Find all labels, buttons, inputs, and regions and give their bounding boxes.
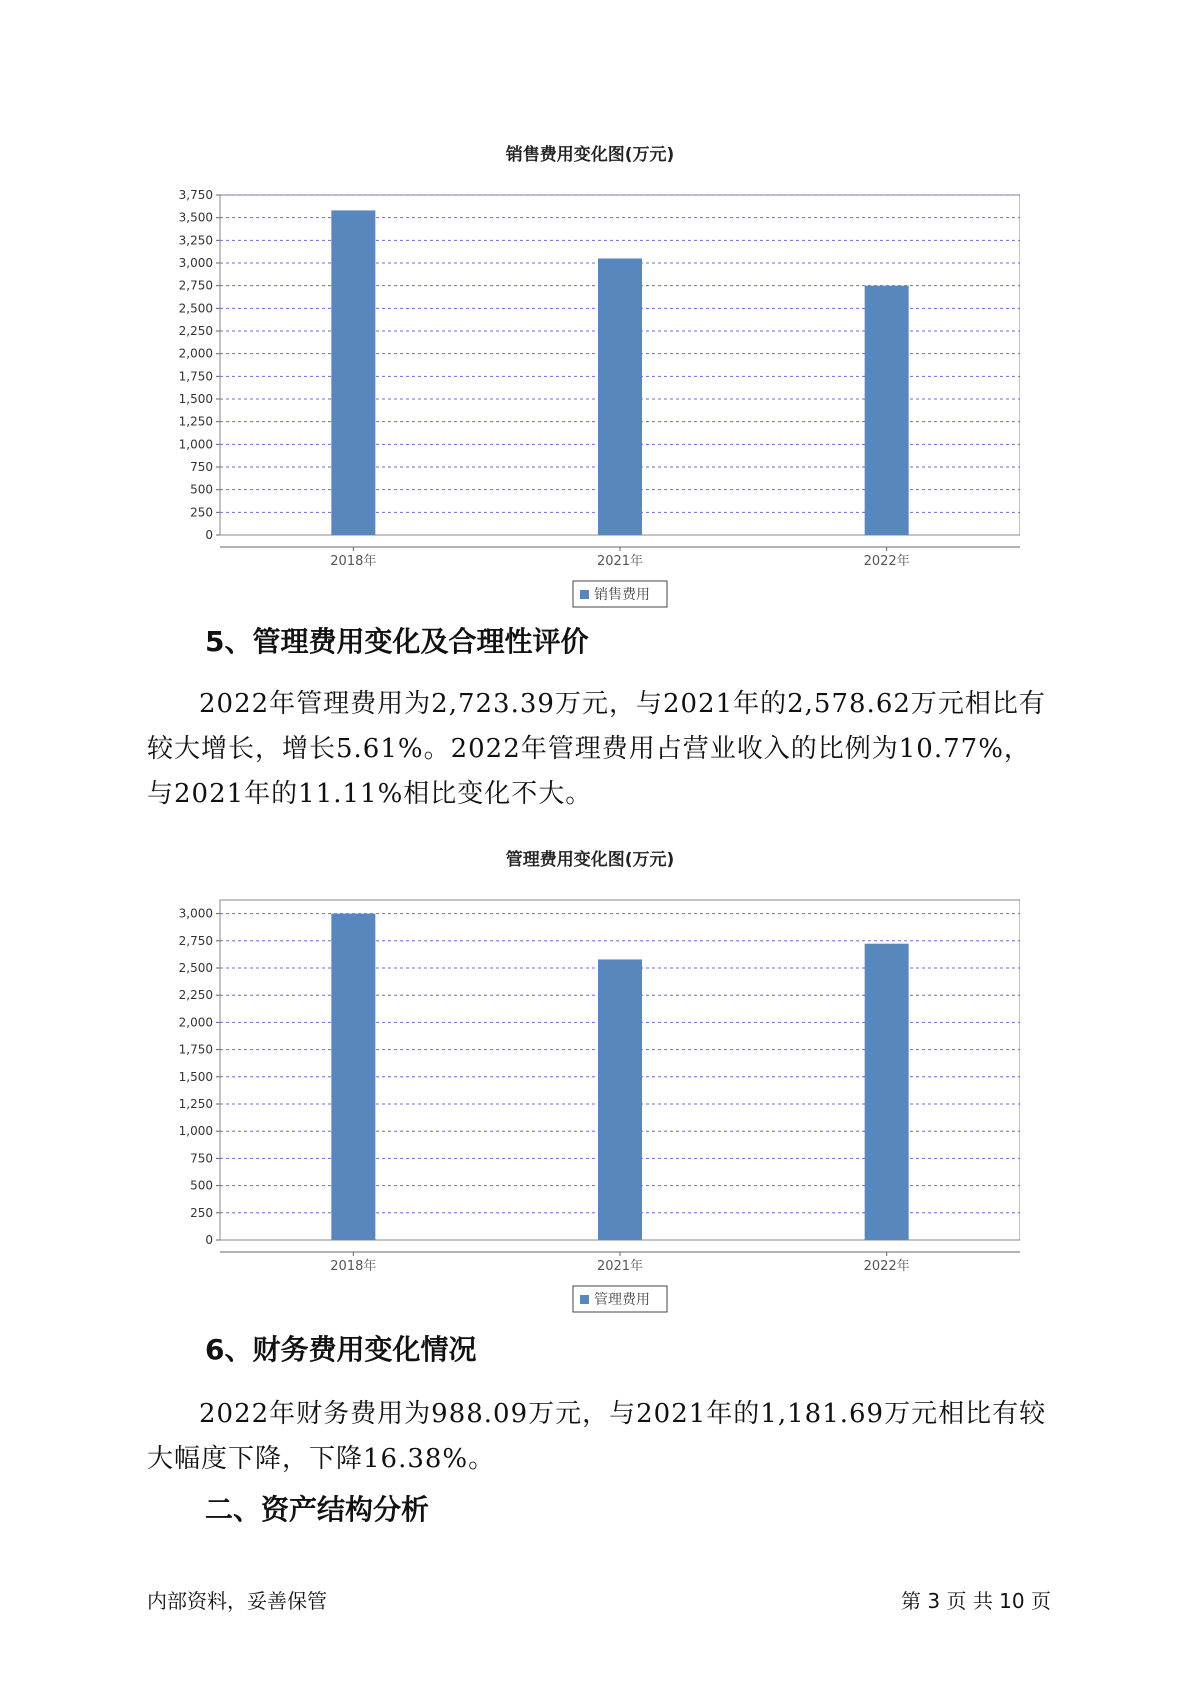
bar — [865, 286, 909, 535]
chart-title: 管理费用变化图(万元) — [505, 850, 675, 870]
section-heading-6: 6、财务费用变化情况 — [205, 1333, 477, 1366]
bar — [598, 959, 642, 1240]
y-tick-label: 750 — [190, 460, 213, 474]
legend-label: 管理费用 — [594, 1292, 650, 1308]
y-tick-label: 250 — [190, 1205, 213, 1220]
y-tick-label: 250 — [190, 505, 213, 520]
x-tick-label: 2018年 — [330, 554, 377, 569]
footer-page-number: 第 3 页 共 10 页 — [901, 1589, 1051, 1613]
bar — [598, 258, 642, 535]
legend-label: 销售费用 — [594, 587, 650, 603]
section-heading-two: 二、资产结构分析 — [205, 1493, 430, 1526]
y-tick-label: 750 — [190, 1151, 213, 1166]
y-tick-label: 1,250 — [178, 1097, 213, 1111]
y-tick-label: 2,750 — [178, 933, 213, 948]
bar — [331, 914, 375, 1240]
chart-svg — [160, 165, 1020, 610]
y-tick-label: 2,500 — [178, 301, 213, 316]
legend-swatch — [580, 590, 589, 599]
y-tick-label: 3,000 — [178, 906, 213, 921]
y-tick-label: 1,000 — [178, 437, 213, 452]
y-tick-label: 1,500 — [178, 1069, 213, 1084]
section-heading-5: 5、管理费用变化及合理性评价 — [205, 625, 589, 658]
bar — [331, 210, 375, 535]
y-tick-label: 500 — [190, 1178, 213, 1193]
y-tick-label: 0 — [205, 1233, 213, 1247]
y-tick-label: 2,250 — [178, 324, 213, 338]
y-tick-label: 2,250 — [178, 988, 213, 1003]
x-tick-label: 2022年 — [863, 554, 910, 569]
sales-expense-chart — [160, 140, 1020, 610]
footer-left: 内部资料，妥善保管 — [147, 1589, 327, 1613]
y-tick-label: 0 — [205, 528, 213, 542]
x-tick-label: 2018年 — [330, 1259, 377, 1274]
y-tick-label: 1,750 — [178, 369, 213, 384]
y-tick-label: 1,250 — [178, 414, 213, 429]
y-tick-label: 500 — [190, 482, 213, 497]
y-tick-label: 2,750 — [178, 278, 213, 293]
y-tick-label: 3,250 — [178, 233, 213, 248]
legend-swatch — [580, 1295, 589, 1304]
bar — [865, 944, 909, 1240]
chart-svg — [160, 870, 1020, 1315]
y-tick-label: 3,000 — [178, 256, 213, 270]
section-paragraph-6: 2022年财务费用为988.09万元，与2021年的1,181.69万元相比有较大幅度下降，下降16.38%。 — [147, 1399, 1047, 1474]
y-tick-label: 1,750 — [178, 1042, 213, 1057]
y-tick-label: 1,500 — [178, 392, 213, 406]
admin-expense-chart — [160, 845, 1020, 1315]
y-tick-label: 3,750 — [178, 188, 213, 202]
x-tick-label: 2022年 — [863, 1259, 910, 1274]
y-tick-label: 2,500 — [178, 961, 213, 975]
chart-title: 销售费用变化图(万元) — [505, 145, 675, 165]
x-tick-label: 2021年 — [596, 1259, 644, 1274]
section-paragraph-5: 2022年管理费用为2,723.39万元，与2021年的2,578.62万元相比有较大增长，增长5.61%。2022年管理费用占营业收入的比例为10.77%，与2021年的11.11%相比变化不大。 — [147, 689, 1046, 809]
y-tick-label: 1,000 — [178, 1124, 213, 1139]
y-tick-label: 2,000 — [178, 346, 213, 361]
y-tick-label: 3,500 — [178, 210, 213, 225]
x-tick-label: 2021年 — [596, 554, 644, 569]
y-tick-label: 2,000 — [178, 1015, 213, 1030]
